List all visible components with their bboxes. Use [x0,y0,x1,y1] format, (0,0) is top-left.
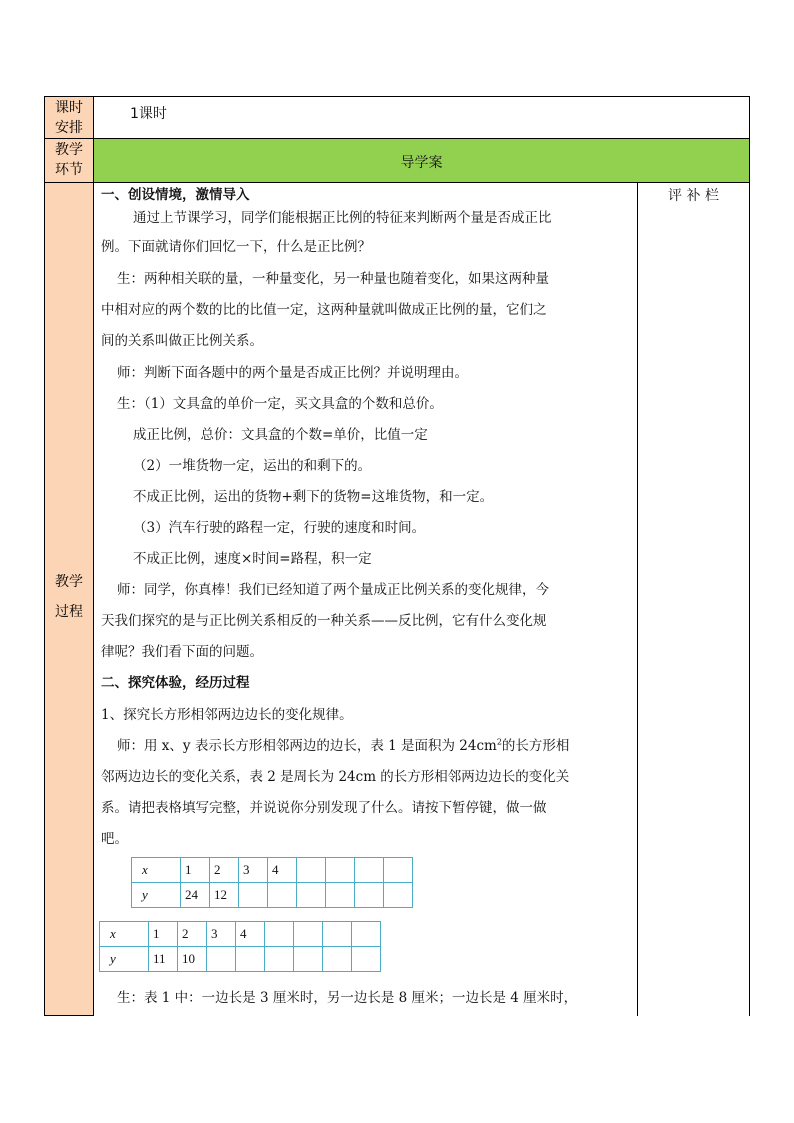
table-area-24 [131,857,413,908]
table2-x-cell [352,922,381,947]
grid-right [749,96,750,1016]
para11-line3: 系。请把表格填写完整，并说说你分别发现了什么。请按下暂停键，做一做 [101,800,547,816]
para11-line1 [117,734,569,754]
grid-top [44,96,750,97]
grid-bottom [44,1015,94,1016]
para12: 生：表 1 中：一边长是 3 厘米时，另一边长是 8 厘米；一边长是 4 厘米时， [117,990,578,1006]
table2-y-cell [207,947,236,972]
table1-y-cell [268,883,297,908]
grid-label-divider [93,96,94,1016]
table2-x-cell: 2 [178,922,207,947]
label-schedule-line1: 课时 [55,100,83,116]
table1-y-cell [297,883,326,908]
para5: 成正比例，总价：文具盒的个数=单价，比值一定 [133,427,428,443]
para1-line1: 通过上节课学习，同学们能根据正比例的特征来判断两个量是否成正比 [133,210,552,226]
section1-heading: 一、创设情境，激情导入 [101,187,250,203]
table2-y-cell [265,947,294,972]
label-section-line2: 环节 [55,162,83,178]
table2-y-cell: 11 [149,947,178,972]
table-perimeter-24 [99,921,381,972]
table2-y-label: y [100,947,149,972]
item1: 1、探究长方形相邻两边边长的变化规律。 [101,707,353,723]
grid-row1-bottom [44,138,750,139]
table1-x-cell: 3 [239,858,268,883]
table1-y-cell: 12 [210,883,239,908]
table1-x-cell [384,858,413,883]
label-process-line1: 教学 [55,574,83,590]
section2-heading: 二、探究体验，经历过程 [101,675,250,691]
label-cell-process [45,183,93,1015]
table2-y-cell [323,947,352,972]
table1-y-label: y [132,883,181,908]
para1-line2: 例。下面就请你们回忆一下，什么是正比例？ [101,239,371,255]
table2-y-cell [236,947,265,972]
table2-y-row [100,947,381,972]
table1-x-cell: 1 [181,858,210,883]
para6: （2）一堆货物一定，运出的和剩下的。 [133,458,372,474]
side-column-title: 评 补 栏 [668,188,719,204]
table1-y-cell: 24 [181,883,210,908]
table2-y-cell [294,947,323,972]
schedule-value: 1课时 [130,106,167,122]
table1-x-cell [355,858,384,883]
table1-y-cell [239,883,268,908]
table1-x-row [132,858,413,883]
para11-line1-sup: 2 [496,737,502,747]
table2-x-label: x [100,922,149,947]
para10-line2: 天我们探究的是与正比例关系相反的一种关系——反比例，它有什么变化规 [101,613,547,629]
table2-x-cell: 4 [236,922,265,947]
table2-x-cell [323,922,352,947]
table1-y-cell [326,883,355,908]
section-title: 导学案 [400,155,443,171]
para2-line3: 间的关系叫做正比例关系。 [101,333,263,349]
para8: （3）汽车行驶的路程一定，行驶的速度和时间。 [133,520,426,536]
table2-x-cell: 3 [207,922,236,947]
para4: 生：（1）文具盒的单价一定，买文具盒的个数和总价。 [117,396,443,412]
table1-y-row [132,883,413,908]
para7: 不成正比例，运出的货物+剩下的货物=这堆货物，和一定。 [133,489,494,505]
label-schedule-line2: 安排 [55,120,83,136]
para11-line1-a: 师：用 x、y 表示长方形相邻两边的边长，表 1 是面积为 24cm [117,738,497,754]
label-process-line2: 过程 [55,604,83,620]
para9: 不成正比例，速度×时间=路程，积一定 [133,551,372,567]
table1-x-cell [326,858,355,883]
table1-y-cell [355,883,384,908]
para3: 师：判断下面各题中的两个量是否成正比例？并说明理由。 [117,365,468,381]
para11-line2: 邻两边边长的变化关系，表 2 是周长为 24cm 的长方形相邻两边边长的变化关 [101,769,570,785]
table2-y-cell [352,947,381,972]
table1-x-label: x [132,858,181,883]
label-section-line1: 教学 [55,142,83,158]
table1-x-cell [297,858,326,883]
para10-line1: 师：同学，你真棒！我们已经知道了两个量成正比例关系的变化规律，今 [117,582,549,598]
para11-line4: 吧。 [101,831,128,847]
table2-x-cell: 1 [149,922,178,947]
para11-line1-b: 的长方形相 [501,738,570,754]
table1-x-cell: 4 [268,858,297,883]
label-cell-schedule [45,97,93,138]
para2-line2: 中相对应的两个数的比的比值一定，这两种量就叫做成正比例的量，它们之 [101,302,547,318]
table2-x-cell [265,922,294,947]
label-cell-section [45,139,93,182]
table1-y-cell [384,883,413,908]
grid-side-divider [637,182,638,1016]
para10-line3: 律呢？我们看下面的问题。 [101,644,263,660]
grid-left [44,96,45,1016]
table2-y-cell: 10 [178,947,207,972]
table2-x-cell [294,922,323,947]
table2-x-row [100,922,381,947]
table1-x-cell: 2 [210,858,239,883]
para2-line1: 生：两种相关联的量，一种量变化，另一种量也随着变化，如果这两种量 [117,271,549,287]
